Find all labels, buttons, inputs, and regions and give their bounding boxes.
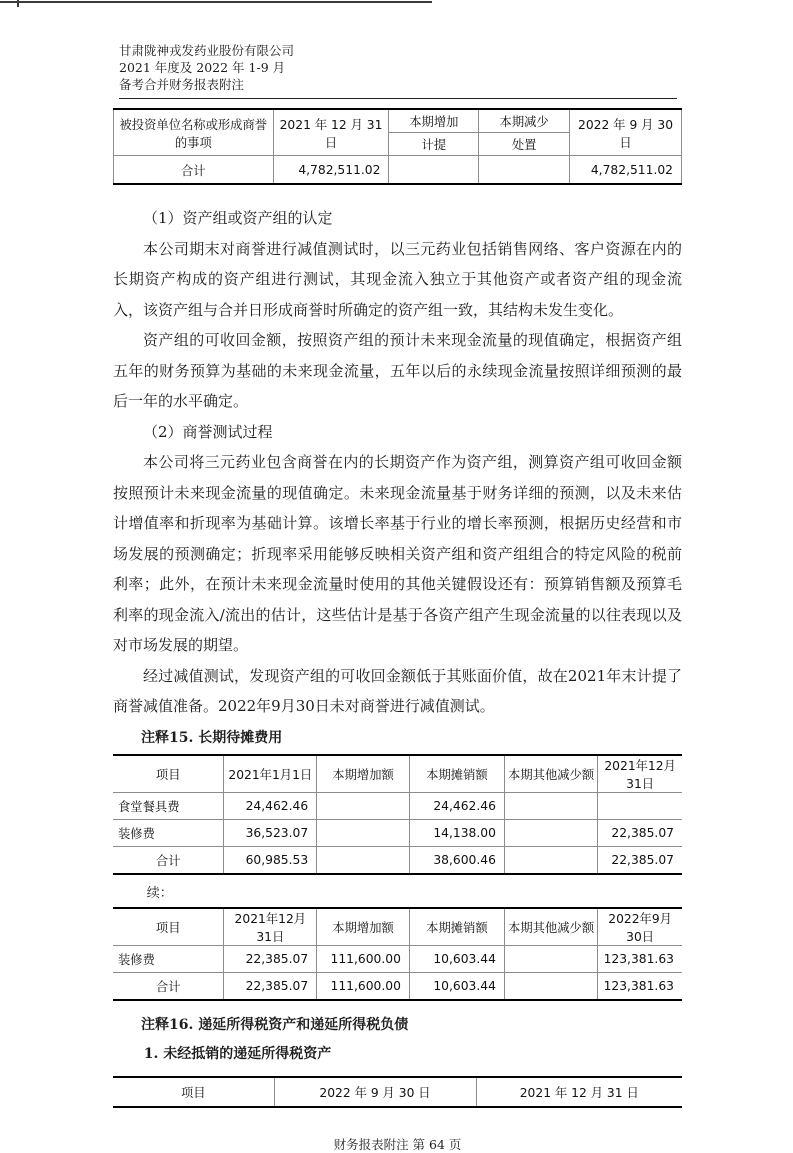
table-cell: [504, 945, 597, 972]
table-cell: 10,603.44: [409, 972, 504, 1000]
table-cell: 4,782,511.02: [570, 156, 682, 185]
continued-label: 续：: [146, 885, 173, 901]
table-row: [113, 945, 682, 972]
table-cell: [479, 156, 570, 185]
column-header-current: 2022 年 9 月 30 日: [570, 109, 682, 156]
column-header: 本期增加额: [317, 908, 410, 946]
report-period: 2021 年度及 2022 年 1-9 月: [119, 60, 286, 75]
note15-heading: 注释15. 长期待摊费用: [141, 729, 283, 746]
report-title: 备考合并财务报表附注: [119, 77, 245, 92]
paragraph: 经过减值测试，发现资产组的可收回金额低于其账面价值，故在2021年末计提了商誉减值准备。2022年9月30日未对商誉进行减值测试。: [113, 666, 682, 715]
table-cell: 22,385.07: [224, 945, 317, 972]
report-header: [119, 0, 682, 93]
page-footer: 财务报表附注 第 64 页: [333, 1136, 462, 1152]
company-name: 甘肃陇神戎发药业股份有限公司: [119, 43, 295, 58]
column-header: 项目: [113, 908, 224, 946]
table-cell: 14,138.00: [409, 819, 504, 846]
column-header: 2021年12月31日: [598, 755, 682, 793]
header-rule: [119, 98, 677, 99]
column-header: 本期增加额: [317, 755, 410, 793]
table-header-row: [113, 908, 682, 946]
deferred-tax-assets-table: [113, 1076, 682, 1108]
table-cell: 60,985.53: [224, 846, 317, 874]
table-cell: [317, 819, 410, 846]
table-cell: 123,381.63: [598, 945, 682, 972]
scan-notch-artifact: [17, 0, 19, 7]
table-cell: 22,385.07: [598, 846, 682, 874]
table-cell: [317, 792, 410, 819]
table-cell: [504, 819, 597, 846]
table-cell: 111,600.00: [317, 945, 410, 972]
table-cell: 38,600.46: [409, 846, 504, 874]
column-header-increase: 本期增加: [389, 109, 479, 133]
table-cell: 合计: [113, 846, 224, 874]
section-1-heading: （1）资产组或资产组的认定: [143, 209, 333, 227]
column-header: 2022 年 9 月 30 日: [274, 1077, 476, 1107]
column-header: 本期摊销额: [409, 908, 504, 946]
table-cell: 4,782,511.02: [273, 156, 389, 185]
table-cell: 合计: [113, 972, 224, 1000]
table-cell: [389, 156, 479, 185]
table-cell: 123,381.63: [598, 972, 682, 1000]
table-cell: 24,462.46: [224, 792, 317, 819]
table-cell: 装修费: [113, 819, 224, 846]
long-term-deferred-expenses-continued-table: [113, 907, 682, 1001]
paragraph: 本公司将三元药业包含商誉在内的长期资产作为资产组，测算资产组可收回金额按照预计未来现金流量的现值确定。未来现金流量基于财务详细的预测，以及未来估计增值率和折现率为基础计算。该增长率基于行业的增长率预测，根据历史经营和市场发展的预测确定；折现率采用能够反映相关资产组和资产组组合的特定风险的税前利率；此外，在预计未来现金流量时使用的其他关键假设还有：预算销售额及预算毛利率的现金流入/流出的估计，这些估计是基于各资产组产生现金流量的以往表现以及对市场发展的期望。: [113, 453, 682, 654]
column-header: 项目: [113, 755, 224, 793]
column-header-prev: 2021 年 12 月 31 日: [273, 109, 389, 156]
table-cell: [598, 792, 682, 819]
note16-subheading: 1. 未经抵销的递延所得税资产: [143, 1045, 332, 1062]
paragraph: 本公司期末对商誉进行减值测试时，以三元药业包括销售网络、客户资源在内的长期资产构成的资产组进行测试，其现金流入独立于其他资产或者资产组的现金流入，该资产组与合并日形成商誉时所确定的资产组一致，其结构未发生变化。: [113, 239, 682, 319]
column-header: 2021年12月31日: [224, 908, 317, 946]
note16-heading: 注释16. 递延所得税资产和递延所得税负债: [141, 1016, 409, 1033]
column-subheader-disposal: 处置: [479, 133, 570, 156]
table-row-total: [114, 156, 682, 185]
table-cell: 24,462.46: [409, 792, 504, 819]
column-header: 2021 年 12 月 31 日: [476, 1077, 682, 1107]
column-header: 本期其他减少额: [504, 908, 597, 946]
table-cell: 装修费: [113, 945, 224, 972]
table-cell: 22,385.07: [598, 819, 682, 846]
table-row-total: [113, 846, 682, 874]
goodwill-narrative: [113, 203, 682, 722]
table-cell: 22,385.07: [224, 972, 317, 1000]
section-2-heading: （2）商誉测试过程: [143, 422, 273, 441]
column-header: 项目: [113, 1077, 274, 1107]
column-header: 本期其他减少额: [504, 755, 597, 793]
column-header: 2022年9月30日: [598, 908, 682, 946]
table-cell: [504, 972, 597, 1000]
paragraph: 资产组的可收回金额，按照资产组的预计未来现金流量的现值确定，根据资产组五年的财务预算为基础的未来现金流量，五年以后的永续现金流量按照详细预测的最后一年的水平确定。: [113, 331, 682, 410]
table-row-total: [113, 972, 682, 1000]
table-cell: 食堂餐具费: [113, 792, 224, 819]
column-header-item: 被投资单位名称或形成商誉的事项: [114, 109, 274, 156]
table-row: [113, 792, 682, 819]
table-row: [113, 819, 682, 846]
table-header-row: [113, 1077, 682, 1107]
table-cell: 111,600.00: [317, 972, 410, 1000]
goodwill-table: [113, 108, 682, 185]
long-term-deferred-expenses-table: [113, 754, 682, 875]
table-cell: 合计: [114, 156, 274, 185]
table-cell: [504, 792, 597, 819]
table-cell: 10,603.44: [409, 945, 504, 972]
column-header: 2021年1月1日: [224, 755, 317, 793]
scan-edge-artifact: [0, 1, 432, 3]
column-header: 本期摊销额: [409, 755, 504, 793]
table-cell: 36,523.07: [224, 819, 317, 846]
table-cell: [317, 846, 410, 874]
table-cell: [504, 846, 597, 874]
table-header-row: [113, 755, 682, 793]
column-subheader-accrual: 计提: [389, 133, 479, 156]
column-header-decrease: 本期减少: [479, 109, 570, 133]
